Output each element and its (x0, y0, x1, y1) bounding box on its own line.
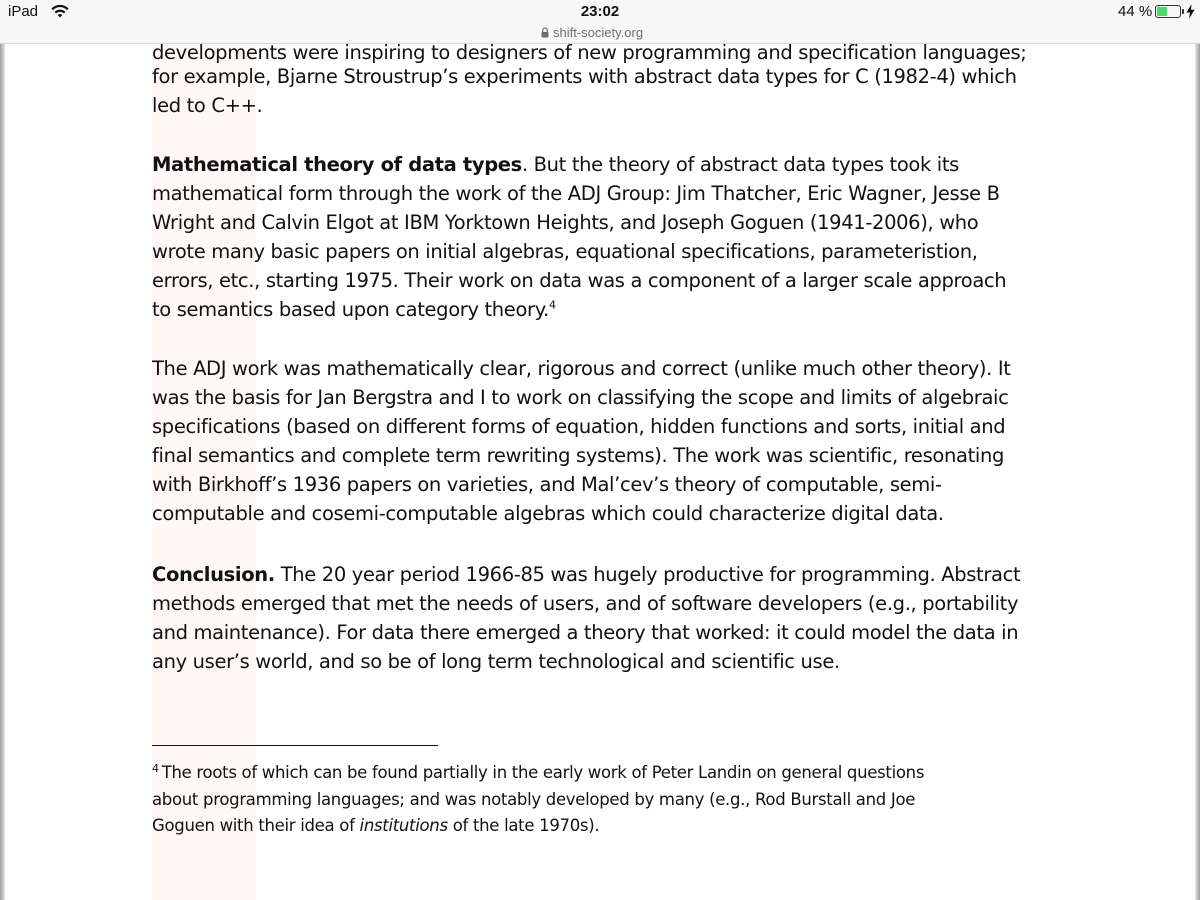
text-line: led to C++. (152, 94, 263, 117)
address-url[interactable]: shift-society.org (553, 25, 644, 40)
math-theory-paragraph (152, 150, 1047, 324)
text-run: of the late 1970s). (447, 816, 600, 835)
text-run: . But the theory of abstract data types took its (521, 153, 959, 176)
status-clock: 23:02 (580, 3, 620, 20)
section-heading: Conclusion. (152, 563, 275, 586)
adj-paragraph (152, 354, 1047, 528)
text-line: wrote many basic papers on initial algebras, equational specifications, parameteristion, (152, 240, 978, 263)
status-bar (0, 0, 1200, 24)
text-line (152, 150, 1047, 179)
lock-icon (541, 27, 549, 38)
page-edge-left (0, 44, 5, 900)
text-line: methods emerged that met the needs of users, and of software developers (e.g., portability (152, 592, 1019, 615)
text-line: computable and cosemi-computable algebras which could characterize digital data. (152, 502, 944, 525)
text-line: Wright and Calvin Elgot at IBM Yorktown Heights, and Joseph Goguen (1941-2006), who (152, 211, 979, 234)
text-line (152, 760, 1032, 787)
footnote-divider (152, 745, 438, 746)
conclusion-paragraph (152, 560, 1047, 676)
footnote (152, 760, 1032, 840)
text-line: was the basis for Jan Bergstra and I to work on classifying the scope and limits of algebraic (152, 386, 1009, 409)
text-line: with Birkhoff’s 1936 papers on varieties, and Mal’cev’s theory of computable, semi- (152, 473, 942, 496)
text-line (152, 813, 1032, 840)
battery-level-fill (1157, 7, 1167, 16)
text-line: for example, Bjarne Stroustrup’s experiments with abstract data types for C (1982-4) which (152, 65, 1017, 88)
text-line: about programming languages; and was notably developed by many (e.g., Rod Burstall and Joe (152, 789, 916, 809)
text-line: and maintenance). For data there emerged a theory that worked: it could model the data in (152, 621, 1019, 644)
battery-percentage: 44 % (1118, 3, 1153, 20)
text-run: to semantics based upon category theory. (152, 298, 549, 321)
footnote-marker: 4 (152, 761, 159, 775)
text-line (152, 560, 1047, 589)
page-edge-right (1195, 44, 1200, 900)
text-run: The 20 year period 1966-85 was hugely productive for programming. Abstract (274, 563, 1021, 586)
address-bar[interactable] (0, 24, 1200, 44)
text-line: any user’s world, and so be of long term technological and scientific use. (152, 650, 840, 673)
text-line: The ADJ work was mathematically clear, rigorous and correct (unlike much other theory). It (152, 357, 1011, 380)
battery-cap (1182, 9, 1184, 14)
device-name: iPad (8, 3, 39, 20)
section-heading: Mathematical theory of data types (152, 153, 522, 176)
document-page[interactable] (0, 44, 1200, 900)
text-run: The roots of which can be found partially in the early work of Peter Landin on general questions (161, 763, 925, 782)
battery-icon (1155, 5, 1181, 18)
italic-term: institutions (359, 816, 448, 835)
footnote-reference[interactable]: 4 (548, 298, 556, 312)
text-line: mathematical form through the work of the ADJ Group: Jim Thatcher, Eric Wagner, Jesse B (152, 182, 1000, 205)
intro-paragraph (152, 62, 1047, 120)
text-line: specifications (based on different forms of equation, hidden functions and sorts, initial and (152, 415, 1006, 438)
text-line: errors, etc., starting 1975. Their work on data was a component of a larger scale approach (152, 269, 1007, 292)
text-run: Goguen with their idea of (152, 816, 360, 835)
text-line: developments were inspiring to designers of new programming and specification languages; (152, 44, 1027, 64)
text-line: final semantics and complete term rewriting systems). The work was scientific, resonating (152, 444, 1004, 467)
charging-bolt-icon (1186, 4, 1195, 19)
text-line (152, 295, 1047, 324)
